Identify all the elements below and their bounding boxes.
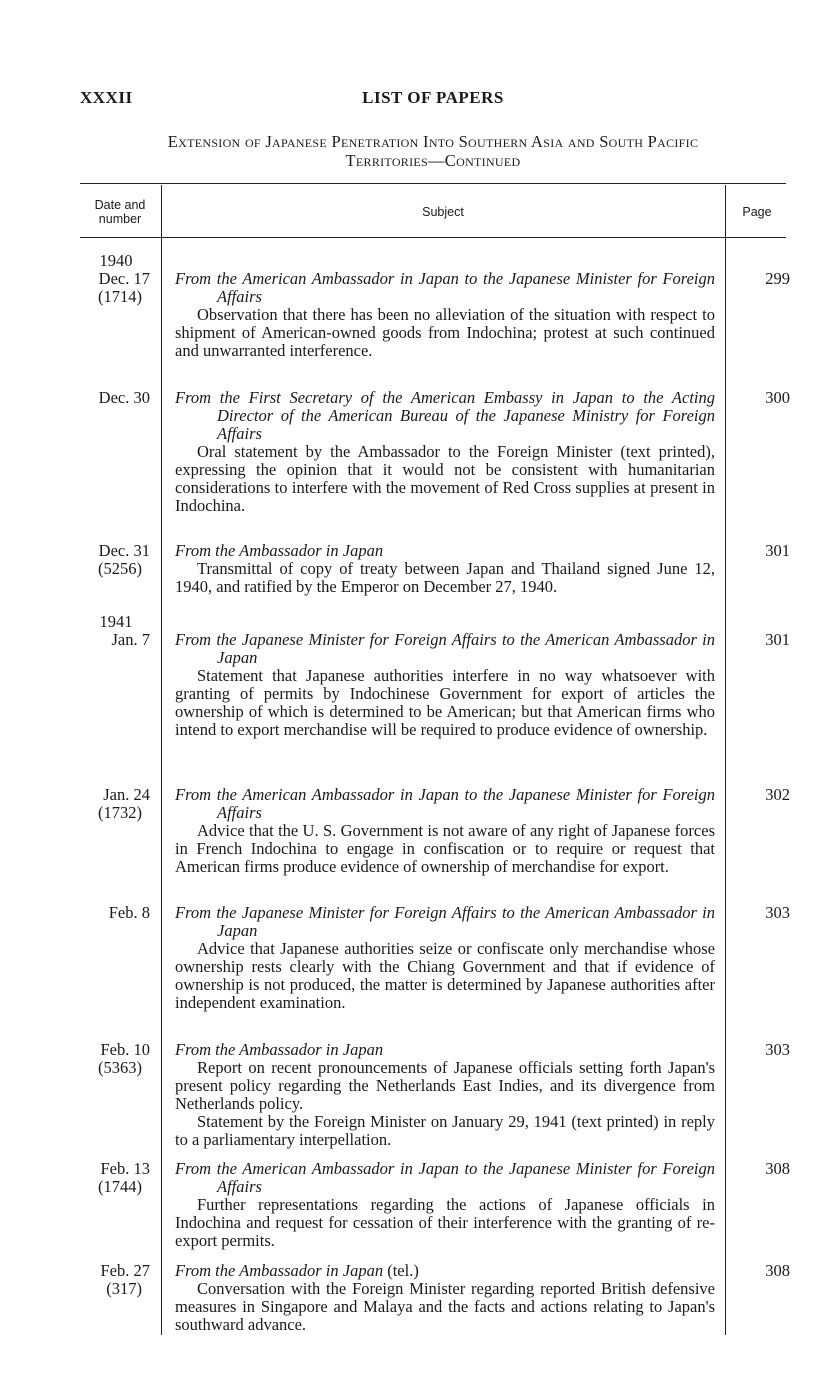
description: Statement by the Foreign Minister on January 29, 1941 (text printed) in reply to a parliamentary interpellation. (175, 1112, 715, 1149)
section-title (80, 132, 786, 170)
subject-cell (175, 1262, 715, 1334)
column-divider-right (725, 185, 726, 1335)
page-reference: 299 (765, 269, 790, 288)
table-top-rule (80, 183, 786, 184)
document-number: (317) (106, 1279, 142, 1298)
page-number: XXXII (80, 88, 133, 107)
description: Transmittal of copy of treaty between Japan and Thailand signed June 12, 1940, and ratified by the Emperor on December 27, 1940. (175, 559, 715, 596)
description: Statement that Japanese authorities interfere in no way whatsoever with granting of permits by Indochinese Government for export of articles the ownership of which is determined to be American; but that American firms who intend to export merchandise will be required to produce evidence of ownership. (175, 666, 715, 739)
date: Dec. 30 (98, 388, 150, 407)
subject-cell (175, 542, 715, 596)
year: 1941 (99, 612, 133, 631)
description: Report on recent pronouncements of Japanese officials setting forth Japan's present policy regarding the Netherlands East Indies, and its divergence from Netherlands policy. (175, 1058, 715, 1113)
column-divider-left (161, 185, 162, 1335)
column-header-date: Date and number (94, 198, 146, 226)
from-text: From the Ambassador in Japan (175, 1261, 384, 1280)
date: Feb. 27 (100, 1261, 150, 1280)
page-reference: 303 (765, 903, 790, 922)
year: 1940 (99, 251, 133, 270)
date-cell (80, 904, 150, 922)
from-line: From the American Ambassador in Japan to the Japanese Minister for Foreign Affairs (175, 785, 715, 822)
description: Conversation with the Foreign Minister regarding reported British defensive measures in Singapore and Malaya and the facts and actions relating to Japan's southward advance. (175, 1279, 715, 1334)
description: Observation that there has been no alleviation of the situation with respect to shipment of American-owned goods from Indochina; protest at such continued and unwarranted interference. (175, 305, 715, 360)
section-title-line1: Extension of Japanese Penetration Into Southern Asia and South Pacific (167, 132, 699, 151)
date-cell (80, 786, 150, 822)
page-reference: 301 (765, 541, 790, 560)
date-cell (80, 613, 150, 649)
date-cell (80, 389, 150, 407)
from-line: From the American Ambassador in Japan to the Japanese Minister for Foreign Affairs (175, 269, 715, 306)
date-cell (80, 1262, 150, 1298)
subject-cell (175, 786, 715, 876)
from-line (175, 1262, 715, 1280)
from-line: From the First Secretary of the American Embassy in Japan to the Acting Director of the American Bureau of the Japanese Ministry for Foreign Affairs (175, 388, 715, 443)
description: Oral statement by the Ambassador to the Foreign Minister (text printed), expressing the opinion that it would not be consistent with humanitarian considerations to interfere with the movement of Red Cross supplies at present in Indochina. (175, 442, 715, 515)
subject-cell (175, 1160, 715, 1250)
description: Further representations regarding the actions of Japanese officials in Indochina and request for cessation of their interference with the granting of re-export permits. (175, 1195, 715, 1250)
subject-cell (175, 904, 715, 1012)
document-number: (1744) (98, 1177, 142, 1196)
page-reference: 302 (765, 785, 790, 804)
page-reference: 300 (765, 388, 790, 407)
telegram-marker: (tel.) (387, 1261, 419, 1280)
document-number: (1714) (98, 287, 142, 306)
section-title-line2: Territories—Continued (345, 151, 521, 170)
date: Feb. 8 (108, 903, 150, 922)
page-reference: 301 (765, 630, 790, 649)
subject-cell (175, 389, 715, 515)
date-cell (80, 1041, 150, 1077)
page-reference: 308 (765, 1261, 790, 1280)
column-header-page: Page (742, 205, 772, 219)
header-bottom-rule (80, 237, 786, 238)
document-number: (5363) (98, 1058, 142, 1077)
from-line: From the American Ambassador in Japan to the Japanese Minister for Foreign Affairs (175, 1159, 715, 1196)
from-line: From the Japanese Minister for Foreign Affairs to the American Ambassador in Japan (175, 630, 715, 667)
page-reference: 303 (765, 1040, 790, 1059)
from-line: From the Ambassador in Japan (175, 541, 384, 560)
subject-cell (175, 631, 715, 739)
date-cell (80, 252, 150, 306)
subject-cell (175, 1041, 715, 1149)
date-cell (80, 1160, 150, 1196)
document-number: (5256) (98, 559, 142, 578)
date: Jan. 7 (111, 630, 150, 649)
description: Advice that Japanese authorities seize or confiscate only merchandise whose ownership rests clearly with the Chiang Government and that if evidence of ownership is not produced, the matter is determined by Japanese authorities after independent examination. (175, 939, 715, 1012)
subject-cell (175, 270, 715, 360)
date: Feb. 10 (100, 1040, 150, 1059)
date-cell (80, 542, 150, 578)
date: Dec. 31 (98, 541, 150, 560)
date: Feb. 13 (100, 1159, 150, 1178)
date: Dec. 17 (98, 269, 150, 288)
column-header-subject: Subject (422, 205, 464, 219)
from-line: From the Japanese Minister for Foreign Affairs to the American Ambassador in Japan (175, 903, 715, 940)
page-reference: 308 (765, 1159, 790, 1178)
description: Advice that the U. S. Government is not aware of any right of Japanese forces in French Indochina to engage in confiscation or to require or request that American firms produce evidence of ownership of merchandise for export. (175, 821, 715, 876)
running-title: LIST OF PAPERS (362, 88, 504, 107)
date: Jan. 24 (103, 785, 150, 804)
document-number: (1732) (98, 803, 142, 822)
page-header (80, 88, 786, 112)
from-line: From the Ambassador in Japan (175, 1040, 384, 1059)
